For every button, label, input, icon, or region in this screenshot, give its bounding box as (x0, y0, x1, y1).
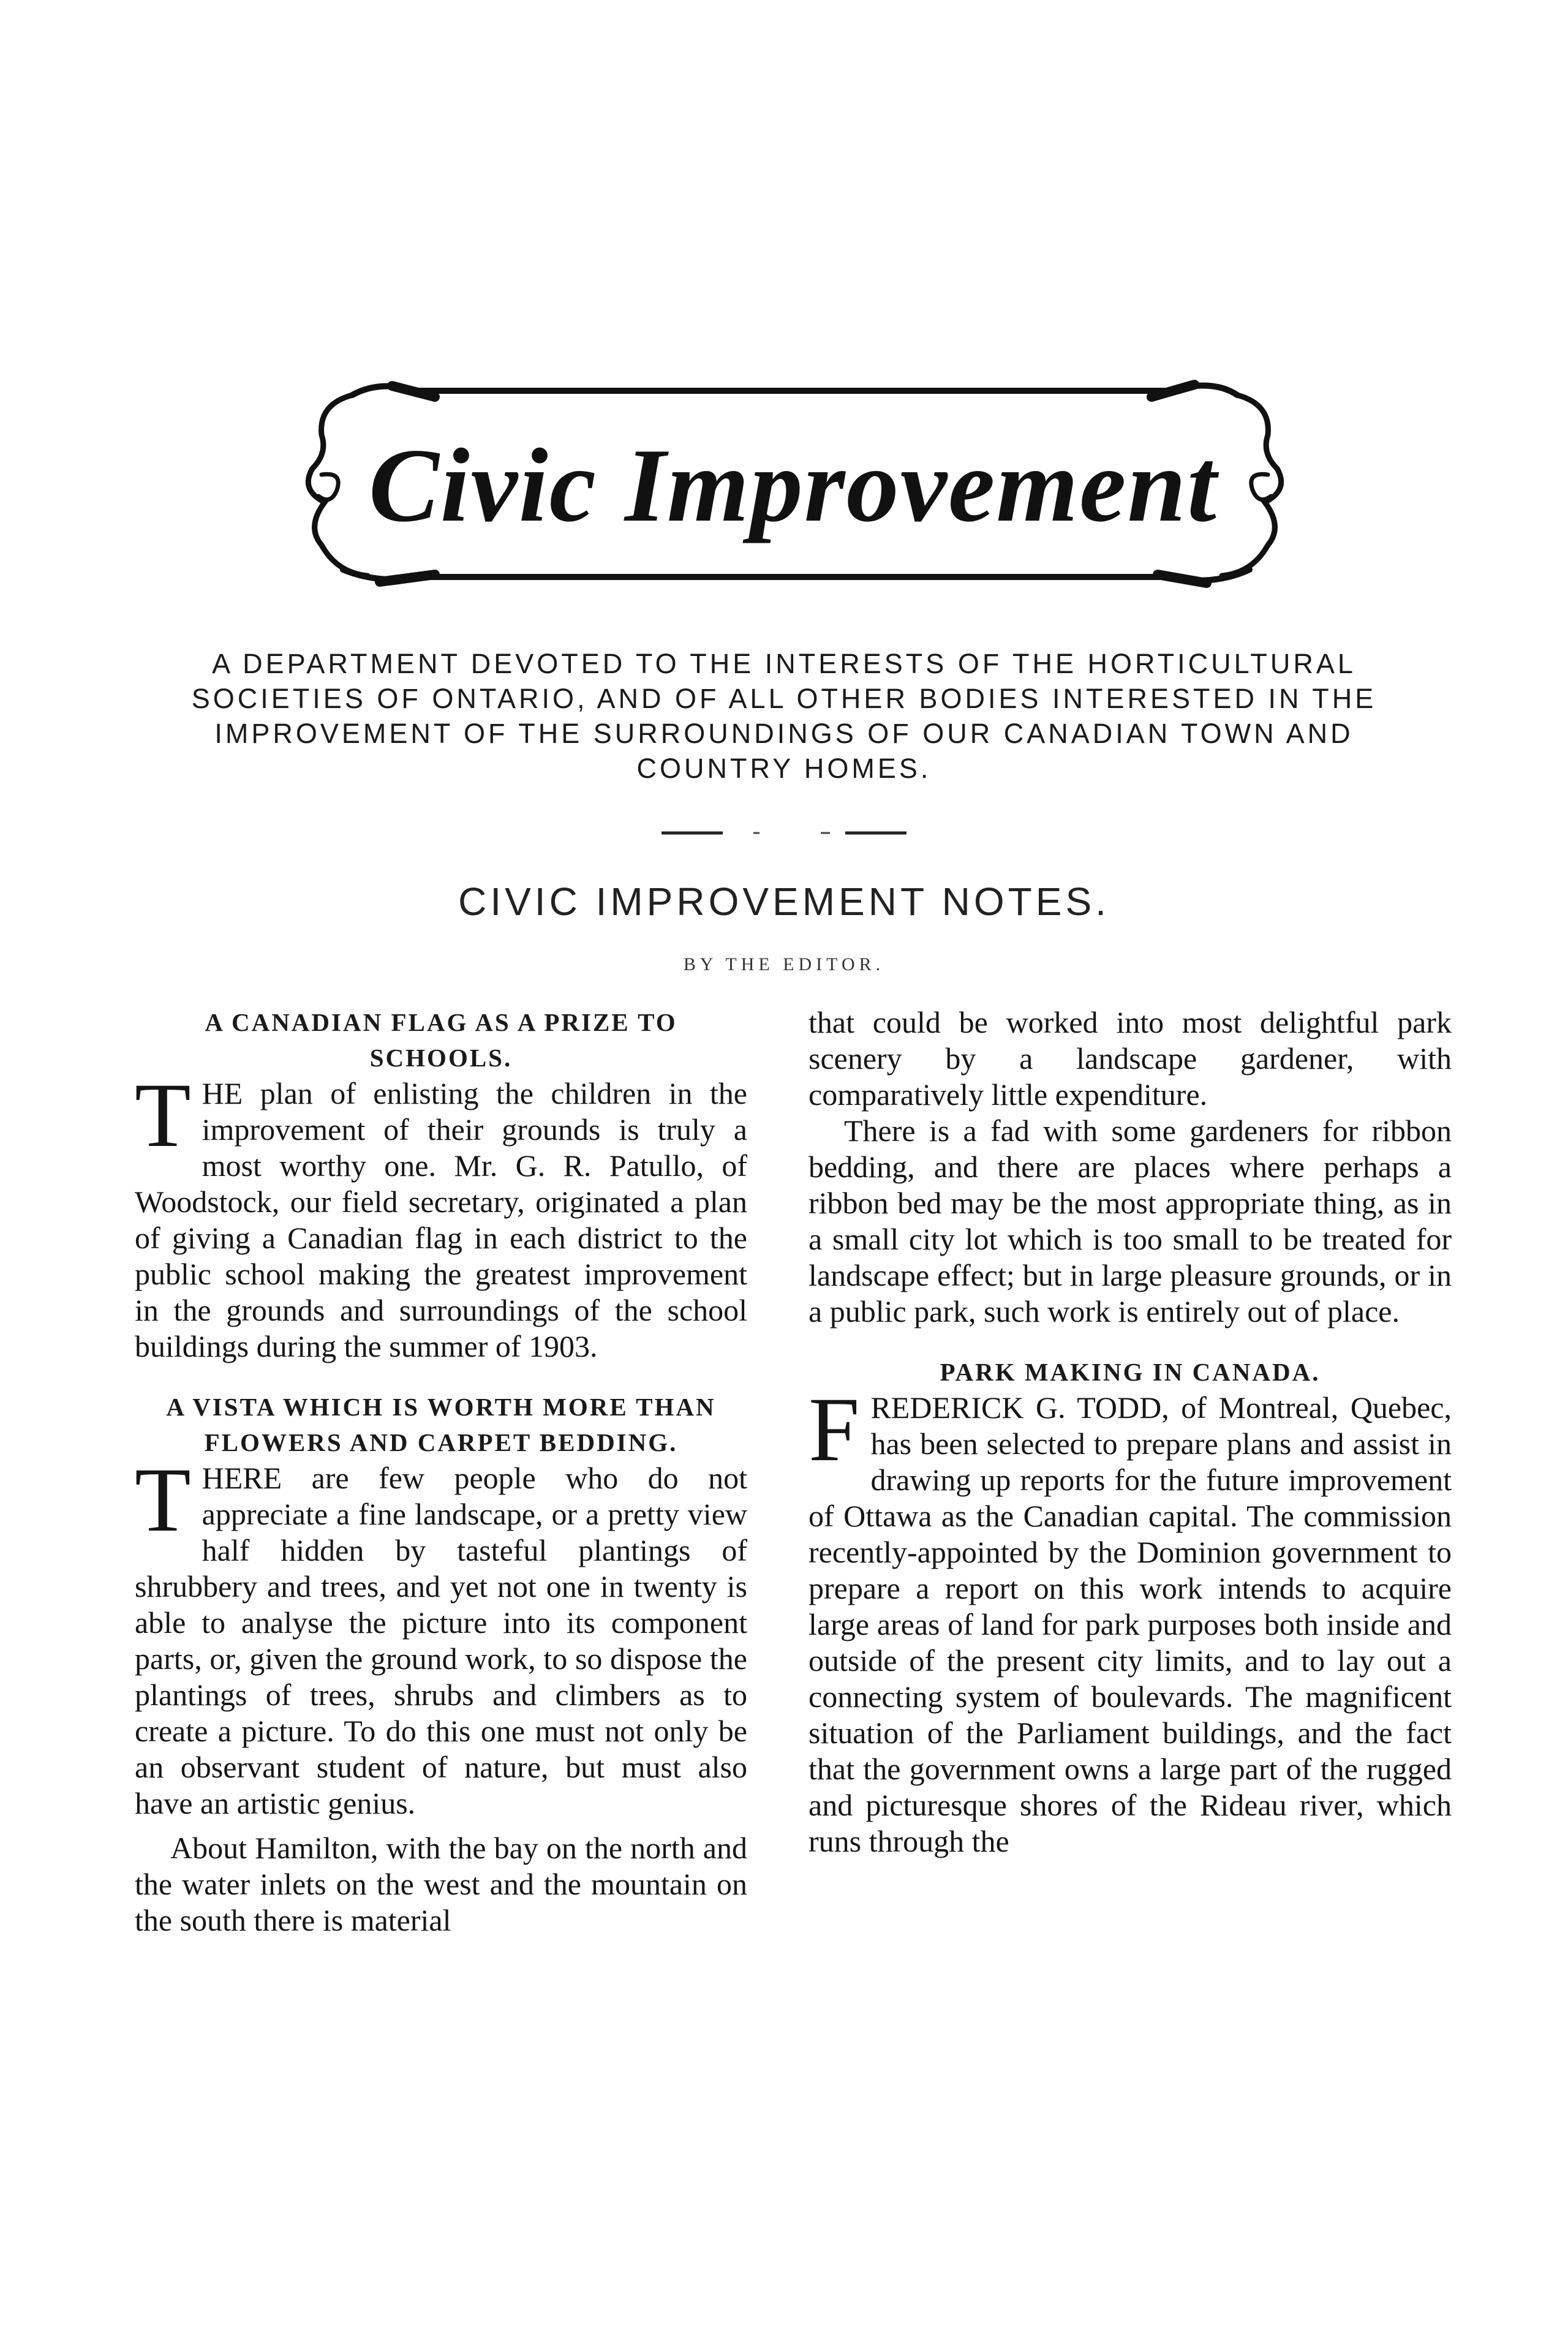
article-paragraph: There is a fad with some gardeners for ribbon bedding, and there are places where perhaps a ribbon bed may be the most appropriate thing, as in a small city lot which is too small to be treated for landscape effect; but in large pleasure grounds, or in a public park, such work is entirely out of place. (809, 1114, 1452, 1328)
byline: BY THE EDITOR. (683, 954, 885, 974)
right-column (809, 1004, 1452, 1884)
drop-cap: T (135, 1449, 191, 1551)
article-flag (135, 1004, 747, 1365)
article-vista (135, 1389, 747, 1939)
department-description: A DEPARTMENT DEVOTED TO THE INTERESTS OF THE HORTICULTURAL SOCIETIES OF ONTARIO, AND OF ALL OTHER BODIES INTERESTED IN THE IMPROVEMENT OF THE SURROUNDINGS OF OUR CANADIAN TOWN AND COUNTRY HOMES. (191, 648, 1377, 784)
section-title: CIVIC IMPROVEMENT NOTES. (458, 880, 1110, 924)
article-body: FREDERICK G. TODD, of Montreal, Quebec, has been selected to prepare plans and assist in drawing up reports for the future improvement of Ottawa as the Canadian capital. The commission recently-appointed by the Dominion government to prepare a report on this work intends to acquire large areas of land for park purposes both inside and outside of the present city limits, and to lay out a connecting system of boulevards. The magnificent situation of the Parliament buildings, and the fact that the government owns a large part of the rugged and picturesque shores of the Rideau river, which runs through the (809, 1379, 1452, 1858)
article-heading: PARK MAKING IN CANADA. (940, 1358, 1321, 1386)
masthead-title: Civic Improvement (369, 428, 1218, 544)
article-vista-continued (809, 1004, 1452, 1330)
left-column (135, 1004, 747, 1963)
section-divider (662, 827, 919, 839)
article-heading: A CANADIAN FLAG AS A PRIZE TO SCHOOLS. (205, 1008, 677, 1072)
article-paragraph: that could be worked into most delightful park scenery by a landscape gardener, with comparatively little expenditure. (809, 1005, 1452, 1112)
article-body: THE plan of enlisting the children in the improvement of their grounds is truly a most worthy one. Mr. G. R. Patullo, of Woodstock, our field secretary, originated a plan of giving a Canadian flag in each district to the public school making the greatest improvement in the grounds and surroundings of the school buildings during the summer of 1903. (135, 1065, 747, 1363)
article-paragraph: About Hamilton, with the bay on the north and the water inlets on the west and the mountain on the south there is material (135, 1831, 747, 1937)
drop-cap: F (809, 1379, 860, 1480)
article-heading: A VISTA WHICH IS WORTH MORE THAN FLOWERS AND CARPET BEDDING. (166, 1393, 716, 1457)
article-body: THERE are few people who do not appreciate a fine landscape, or a pretty view half hidden by tasteful plantings of shrubbery and trees, and yet not one in twenty is able to analyse the picture into its component parts, or, given the ground work, to so dispose the plantings of trees, shrubs and climbers as to create a picture. To do this one must not only be an observant student of nature, but must also have an artistic genius. (135, 1449, 747, 1820)
article-park (809, 1354, 1452, 1860)
masthead-banner (294, 361, 1292, 619)
drop-cap: T (135, 1065, 191, 1166)
